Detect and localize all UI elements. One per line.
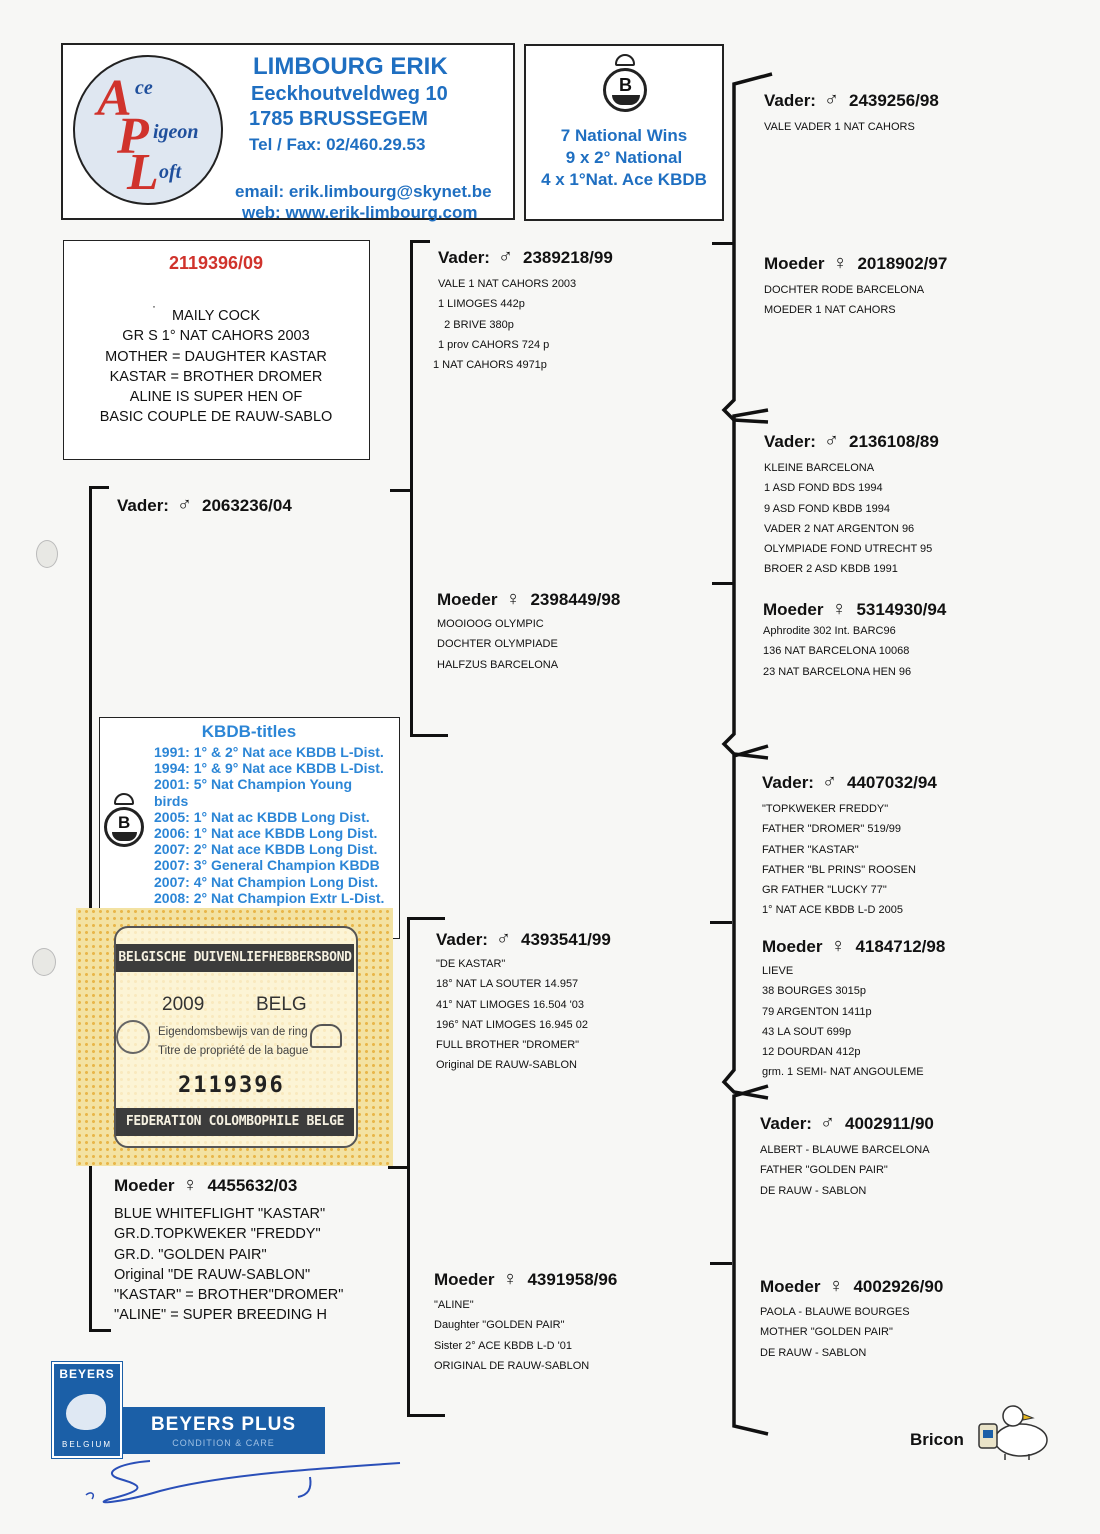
bricon-pigeon-mascot-icon (975, 1400, 1055, 1462)
wins-box (524, 44, 724, 221)
father-name: Vader: ♂ 2063236/04 (117, 494, 292, 516)
mother-name: Moeder ♀ 4455632/03 (114, 1174, 298, 1196)
male-symbol-icon: ♂ (497, 246, 513, 268)
ggp-ffm-name: Moeder ♀ 2018902/97 (764, 252, 948, 274)
breeder-web[interactable]: web: www.erik-limbourg.com (242, 203, 478, 222)
male-symbol-icon: ♂ (823, 430, 839, 452)
ggp-fmm-notes: Aphrodite 302 Int. BARC96 136 NAT BARCELONA 10068 23 NAT BARCELONA HEN 96 (763, 625, 912, 678)
subject-box: 2119396/09 · MAILY COCK GR S 1° NAT CAHORS 2003 MOTHER = DAUGHTER KASTAR KASTAR = BROTHER DROMER ALINE IS SUPER HEN OF BASIC COUPLE DE RAUW-SABLO (63, 240, 370, 460)
female-symbol-icon: ♀ (502, 1268, 518, 1290)
breeder-tel: Tel / Fax: 02/460.29.53 (249, 135, 426, 154)
gp-mf-notes: "DE KASTAR" 18° NAT LA SOUTER 14.957 41° NAT LIMOGES 16.504 '03 196° NAT LIMOGES 16.945 02 FULL BROTHER "DROMER" Original DE RAUW-SABLON (436, 958, 588, 1072)
breeder-email[interactable]: email: erik.limbourg@skynet.be (235, 182, 492, 201)
crown-icon (615, 54, 635, 66)
ggp-fmf-name: Vader: ♂ 2136108/89 (764, 430, 939, 452)
subject-notes: MAILY COCK GR S 1° NAT CAHORS 2003 MOTHER = DAUGHTER KASTAR KASTAR = BROTHER DROMER ALINE IS SUPER HEN OF BASIC COUPLE DE RAUW-SABLO (99, 308, 333, 426)
gp-fm-name: Moeder ♀ 2398449/98 (437, 588, 621, 610)
cert-top-banner: BELGISCHE DUIVENLIEFHEBBERSBOND (116, 944, 354, 972)
wins-line-1: 7 National Wins (560, 126, 688, 145)
ggp-ffm-notes: DOCHTER RODE BARCELONA MOEDER 1 NAT CAHORS (764, 284, 925, 317)
female-symbol-icon: ♀ (828, 1275, 844, 1297)
cert-bottom-banner: FEDERATION COLOMBOPHILE BELGE (116, 1108, 354, 1136)
ring-certificate: BELGISCHE DUIVENLIEFHEBBERSBOND 2009 BELG Eigendomsbewijs van de ring Titre de propriété de la bague 2119396 FEDERATION COLOMBOPHILE BELGE (76, 908, 393, 1166)
ggp-mff-name: Vader: ♂ 4407032/94 (762, 771, 937, 793)
ggp-mmm-name: Moeder ♀ 4002926/90 (760, 1275, 944, 1297)
kbdb-titles-box (99, 717, 400, 939)
kbdb-badge-icon: B (104, 793, 144, 849)
cert-year: 2009 (162, 994, 205, 1015)
cert-number: 2119396 (178, 1073, 285, 1098)
cert-hole (116, 1020, 150, 1054)
pigeon-icon (66, 1394, 106, 1430)
ggp-mmf-notes: ALBERT - BLAUWE BARCELONA FATHER "GOLDEN PAIR" DE RAUW - SABLON (760, 1144, 930, 1197)
ggp-mfm-name: Moeder ♀ 4184712/98 (762, 935, 946, 957)
wins-line-3: 4 x 1°Nat. Ace KBDB (541, 170, 707, 189)
male-symbol-icon: ♂ (495, 928, 511, 950)
gp-ff-name: Vader: ♂ 2389218/99 (438, 246, 613, 268)
breeder-street: Eeckhoutveldweg 10 (251, 83, 448, 105)
punch-hole (36, 540, 58, 568)
bricon-label: Bricon (910, 1430, 964, 1449)
kbdb-titles-list: 1991: 1° & 2° Nat ace KBDB L-Dist. 1994: 1° & 9° Nat ace KBDB L-Dist. 2001: 5° Nat Champion Young birds 2005: 1° Nat ac KBDB Long Dist. 2006: 1° Nat ace KBDB Long Dist. 2007: 2° Nat ace KBDB Long Dist. 2007: 3° General Champion KBDB 2007: 4° Nat Champion Long Dist. 2008: 2° Nat Champion Extr L-Dist. (154, 744, 385, 906)
ggp-mfm-notes: LIEVE 38 BOURGES 3015p 79 ARGENTON 1411p 43 LA SOUT 699p 12 DOURDAN 412p grm. 1 SEMI- NAT ANGOULEME (762, 965, 924, 1079)
great-grandparents-bracket (720, 70, 780, 1440)
breeder-header (61, 43, 515, 220)
gp-mm-name: Moeder ♀ 4391958/96 (434, 1268, 618, 1290)
male-symbol-icon: ♂ (819, 1112, 835, 1134)
gp-ff-notes: VALE 1 NAT CAHORS 2003 1 LIMOGES 442p 2 BRIVE 380p 1 prov CAHORS 724 p 1 NAT CAHORS 4971p (433, 278, 577, 372)
gp-mm-notes: "ALINE" Daughter "GOLDEN PAIR" Sister 2° ACE KBDB L-D '01 ORIGINAL DE RAUW-SABLON (434, 1299, 590, 1372)
breeder-city: 1785 BRUSSEGEM (249, 108, 428, 130)
handwritten-signature (80, 1455, 410, 1525)
male-symbol-icon: ♂ (176, 494, 192, 516)
gp-fm-notes: MOOIOOG OLYMPIC DOCHTER OLYMPIADE HALFZUS BARCELONA (437, 618, 559, 671)
female-symbol-icon: ♀ (831, 598, 847, 620)
beyers-plus-logo: BEYERS PLUS CONDITION & CARE (122, 1407, 325, 1454)
female-symbol-icon: ♀ (505, 588, 521, 610)
subject-ring: 2119396/09 (168, 253, 264, 273)
female-symbol-icon: ♀ (830, 935, 846, 957)
cert-country: BELG (256, 994, 307, 1015)
breeder-name: LIMBOURG ERIK (253, 53, 448, 80)
female-symbol-icon: ♀ (182, 1174, 198, 1196)
ggp-fff-name: Vader: ♂ 2439256/98 (764, 89, 939, 111)
ggp-mff-notes: "TOPKWEKER FREDDY" FATHER "DROMER" 519/99 FATHER "KASTAR" FATHER "BL PRINS" ROOSEN GR FATHER "LUCKY 77" 1° NAT ACE KBDB L-D 2005 (762, 803, 916, 917)
kbdb-titles-heading: KBDB-titles (201, 722, 297, 741)
kbdb-badge-icon: B (603, 54, 647, 112)
male-symbol-icon: ♂ (823, 89, 839, 111)
crown-icon (310, 1024, 342, 1048)
male-symbol-icon: ♂ (821, 771, 837, 793)
ggp-fff-notes: VALE VADER 1 NAT CAHORS (764, 121, 915, 133)
mother-notes: BLUE WHITEFLIGHT "KASTAR" GR.D.TOPKWEKER "FREDDY" GR.D. "GOLDEN PAIR" Original "DE RAUW-SABLON" "KASTAR" = BROTHER"DROMER" "ALINE" = SUPER BREEDING H (114, 1206, 344, 1324)
ggp-fmm-name: Moeder ♀ 5314930/94 (763, 598, 947, 620)
punch-hole (32, 948, 56, 976)
crown-icon (114, 793, 134, 805)
ggp-mmf-name: Vader: ♂ 4002911/90 (760, 1112, 934, 1134)
beyers-belgium-logo: BEYERS BELGIUM (52, 1362, 122, 1458)
female-symbol-icon: ♀ (832, 252, 848, 274)
ggp-fmf-notes: KLEINE BARCELONA 1 ASD FOND BDS 1994 9 ASD FOND KBDB 1994 VADER 2 NAT ARGENTON 96 OLYMPIADE FOND UTRECHT 95 BROER 2 ASD KBDB 1991 (764, 462, 933, 576)
wins-line-2: 9 x 2° National (565, 148, 683, 167)
ggp-mmm-notes: PAOLA - BLAUWE BOURGES MOTHER "GOLDEN PAIR" DE RAUW - SABLON (760, 1306, 910, 1359)
ace-pigeon-loft-logo: A ce P igeon L oft (73, 55, 223, 205)
gp-mf-name: Vader: ♂ 4393541/99 (436, 928, 611, 950)
